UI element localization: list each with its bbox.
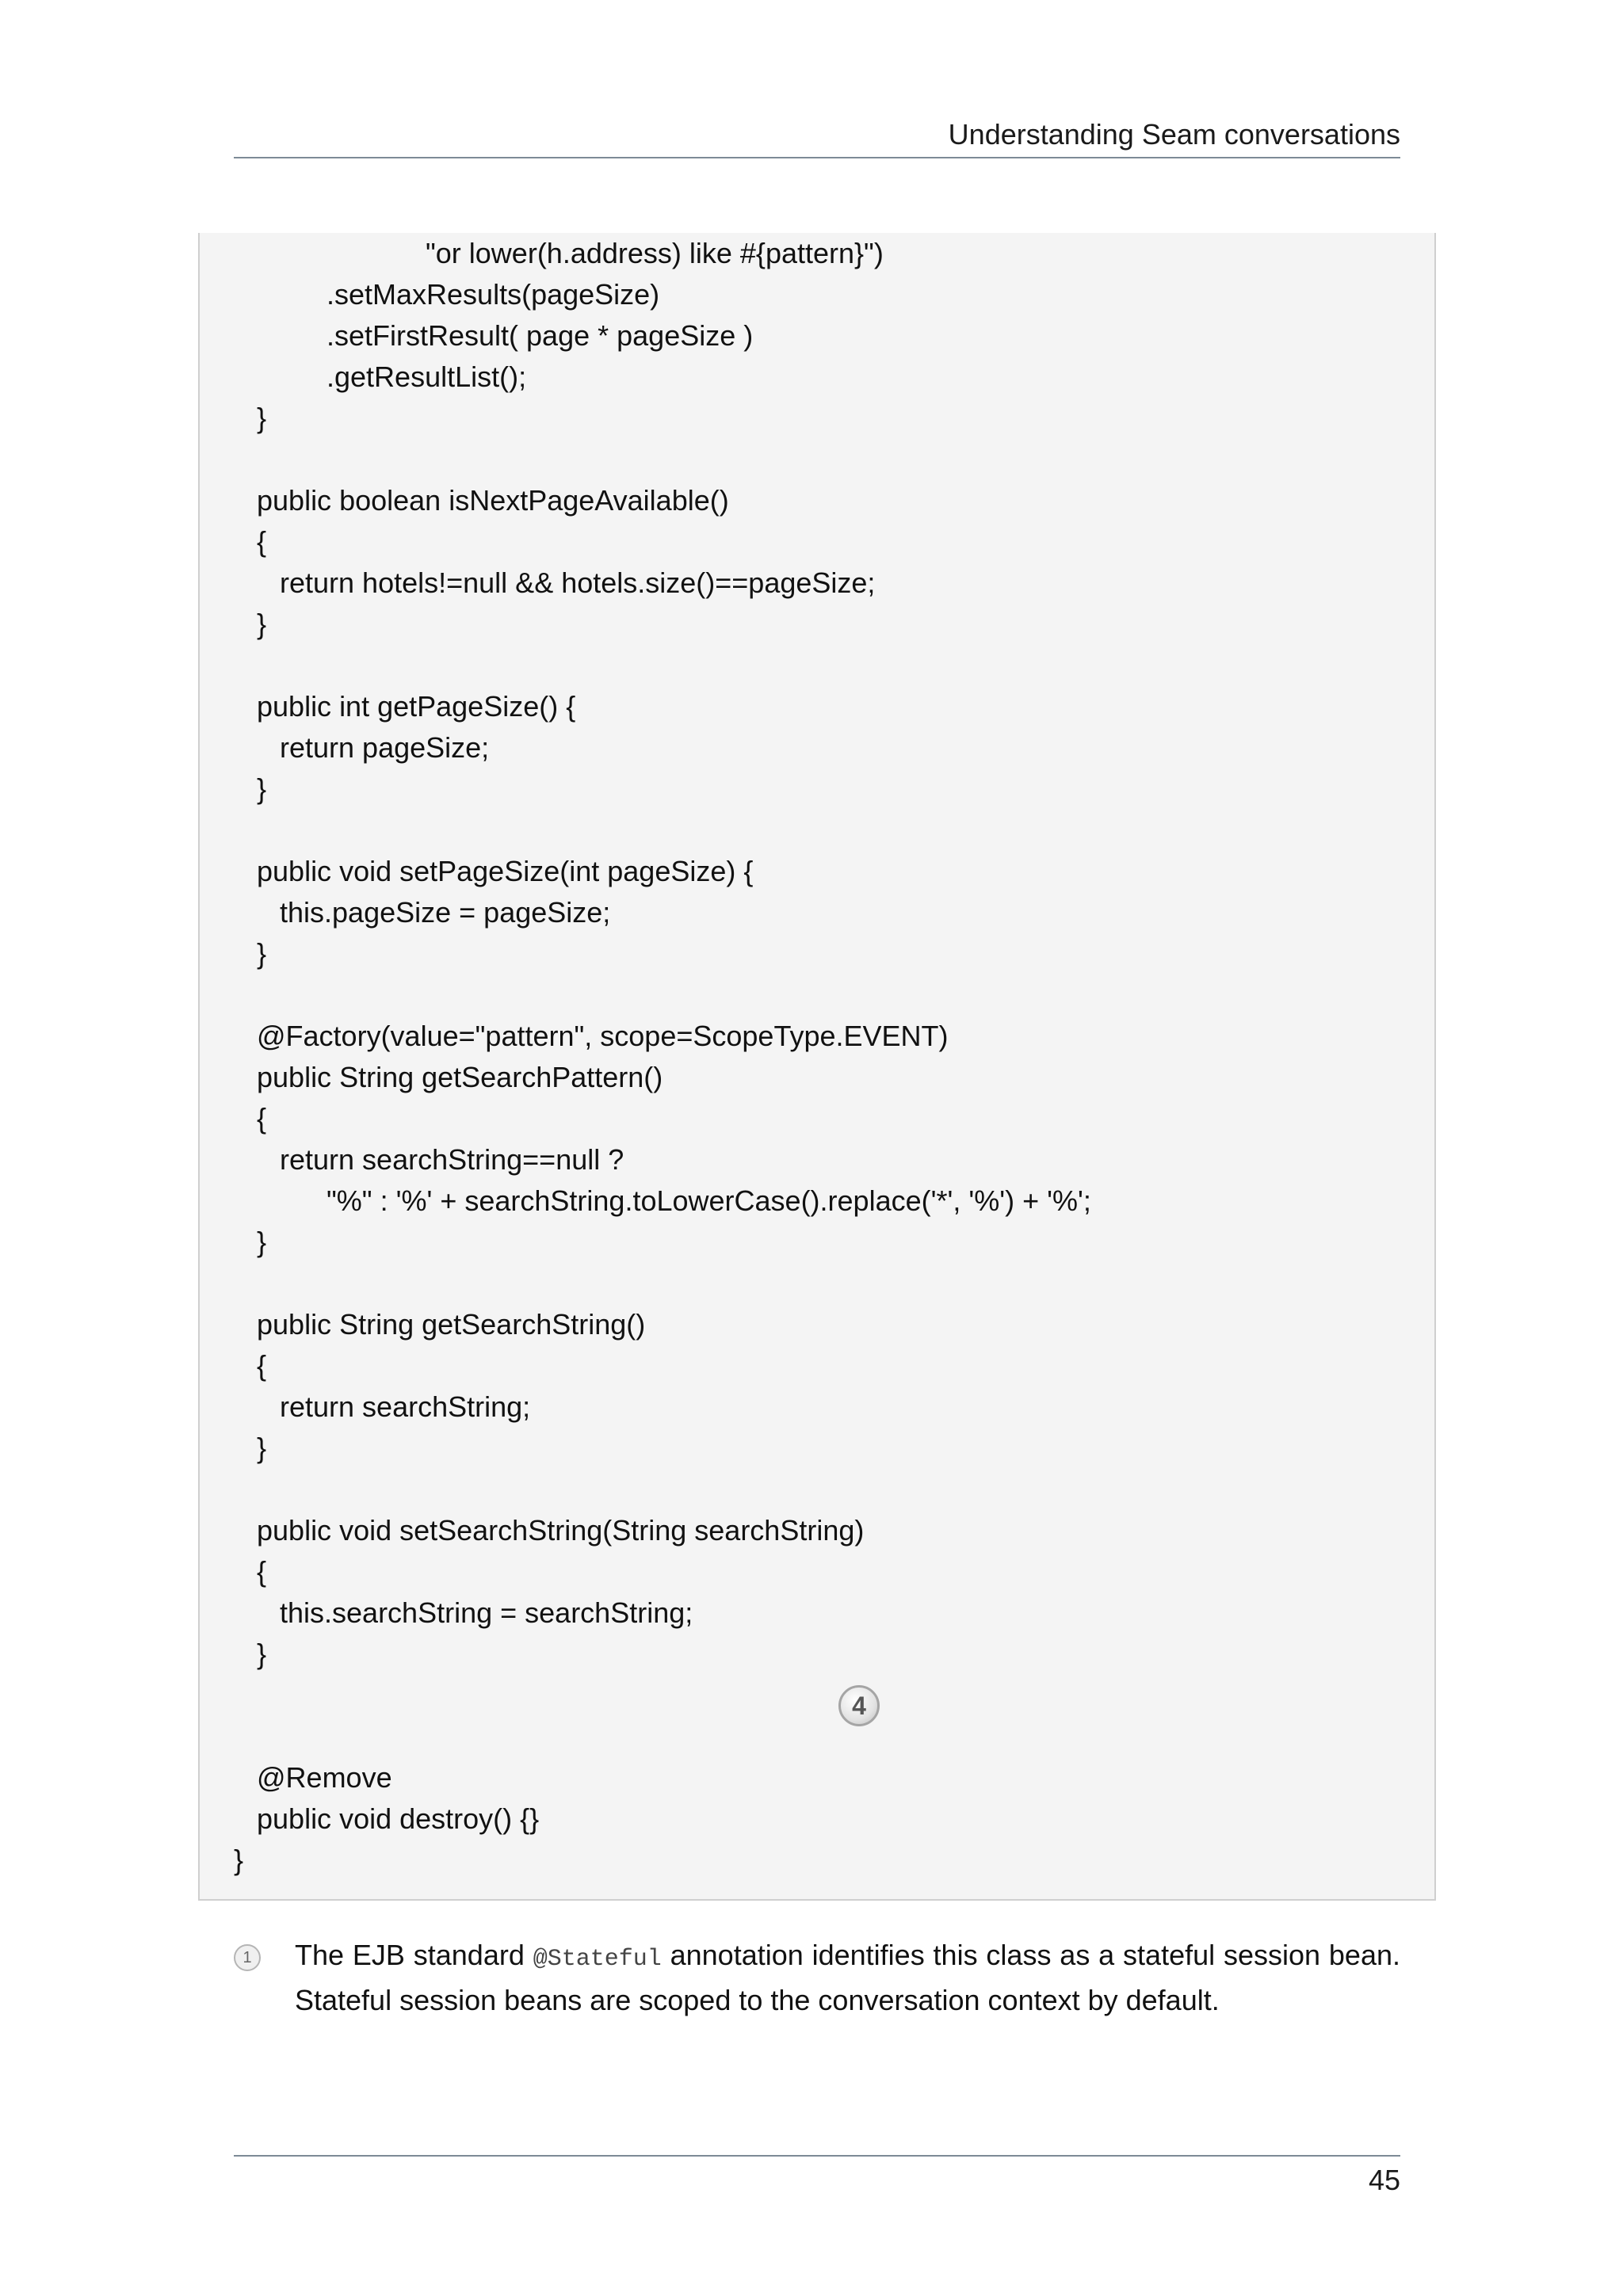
code-line: } (234, 1844, 244, 1876)
code-line: public boolean isNextPageAvailable() (257, 484, 729, 517)
code-line: this.pageSize = pageSize; (280, 896, 611, 929)
callout-text-after: annotation identifies this class as a stateful session bean. Stateful session beans are scoped to the conversation context by default. (295, 1939, 1400, 2016)
code-line: } (257, 1638, 267, 1670)
code-line: { (257, 1349, 267, 1382)
page-number: 45 (1368, 2164, 1400, 2196)
code-line: @Factory(value="pattern", scope=ScopeType.EVENT) (257, 1020, 949, 1052)
code-line: return searchString==null ? (280, 1143, 624, 1176)
code-line: .setMaxResults(pageSize) (327, 278, 660, 311)
callout-number-icon: 1 (234, 1944, 261, 1971)
code-line: } (257, 402, 267, 434)
page-footer (234, 2155, 1400, 2196)
code-line: public String getSearchPattern() (257, 1061, 663, 1093)
code-line: { (257, 1102, 267, 1135)
code-line: { (257, 525, 267, 558)
code-line: } (257, 772, 267, 805)
code-line: .getResultList(); (327, 360, 527, 393)
code-line: public void setPageSize(int pageSize) { (257, 855, 754, 887)
callout-text-before: The EJB standard (295, 1939, 533, 1971)
callout-text (295, 1935, 1400, 2021)
code-line: this.searchString = searchString; (280, 1596, 693, 1629)
code-line: public void setSearchString(String searchString) (257, 1514, 865, 1547)
code-line: } (257, 1432, 267, 1464)
code-line: return searchString; (280, 1390, 531, 1423)
code-line: "%" : '%' + searchString.toLowerCase().replace('*', '%') + '%'; (327, 1184, 1091, 1217)
chapter-title: Understanding Seam conversations (948, 118, 1400, 151)
code-line: { (257, 1555, 267, 1588)
inline-code: @Stateful (533, 1946, 662, 1973)
code-line: "or lower(h.address) like #{pattern}") (426, 237, 884, 269)
code-line: public String getSearchString() (257, 1308, 646, 1341)
code-line: @Remove (257, 1761, 392, 1794)
code-line: public int getPageSize() { (257, 690, 576, 723)
callout-marker-icon: 4 (838, 1685, 880, 1726)
code-listing (198, 233, 1436, 1901)
code-line: return hotels!=null && hotels.size()==pageSize; (280, 566, 876, 599)
code-line: } (257, 608, 267, 640)
code-line: public void destroy() {} (257, 1802, 540, 1835)
page-header (234, 117, 1400, 158)
code-line: } (257, 937, 267, 970)
code-line: return pageSize; (280, 731, 490, 764)
code-line: } (257, 1226, 267, 1258)
code-line: .setFirstResult( page * pageSize ) (327, 319, 754, 352)
